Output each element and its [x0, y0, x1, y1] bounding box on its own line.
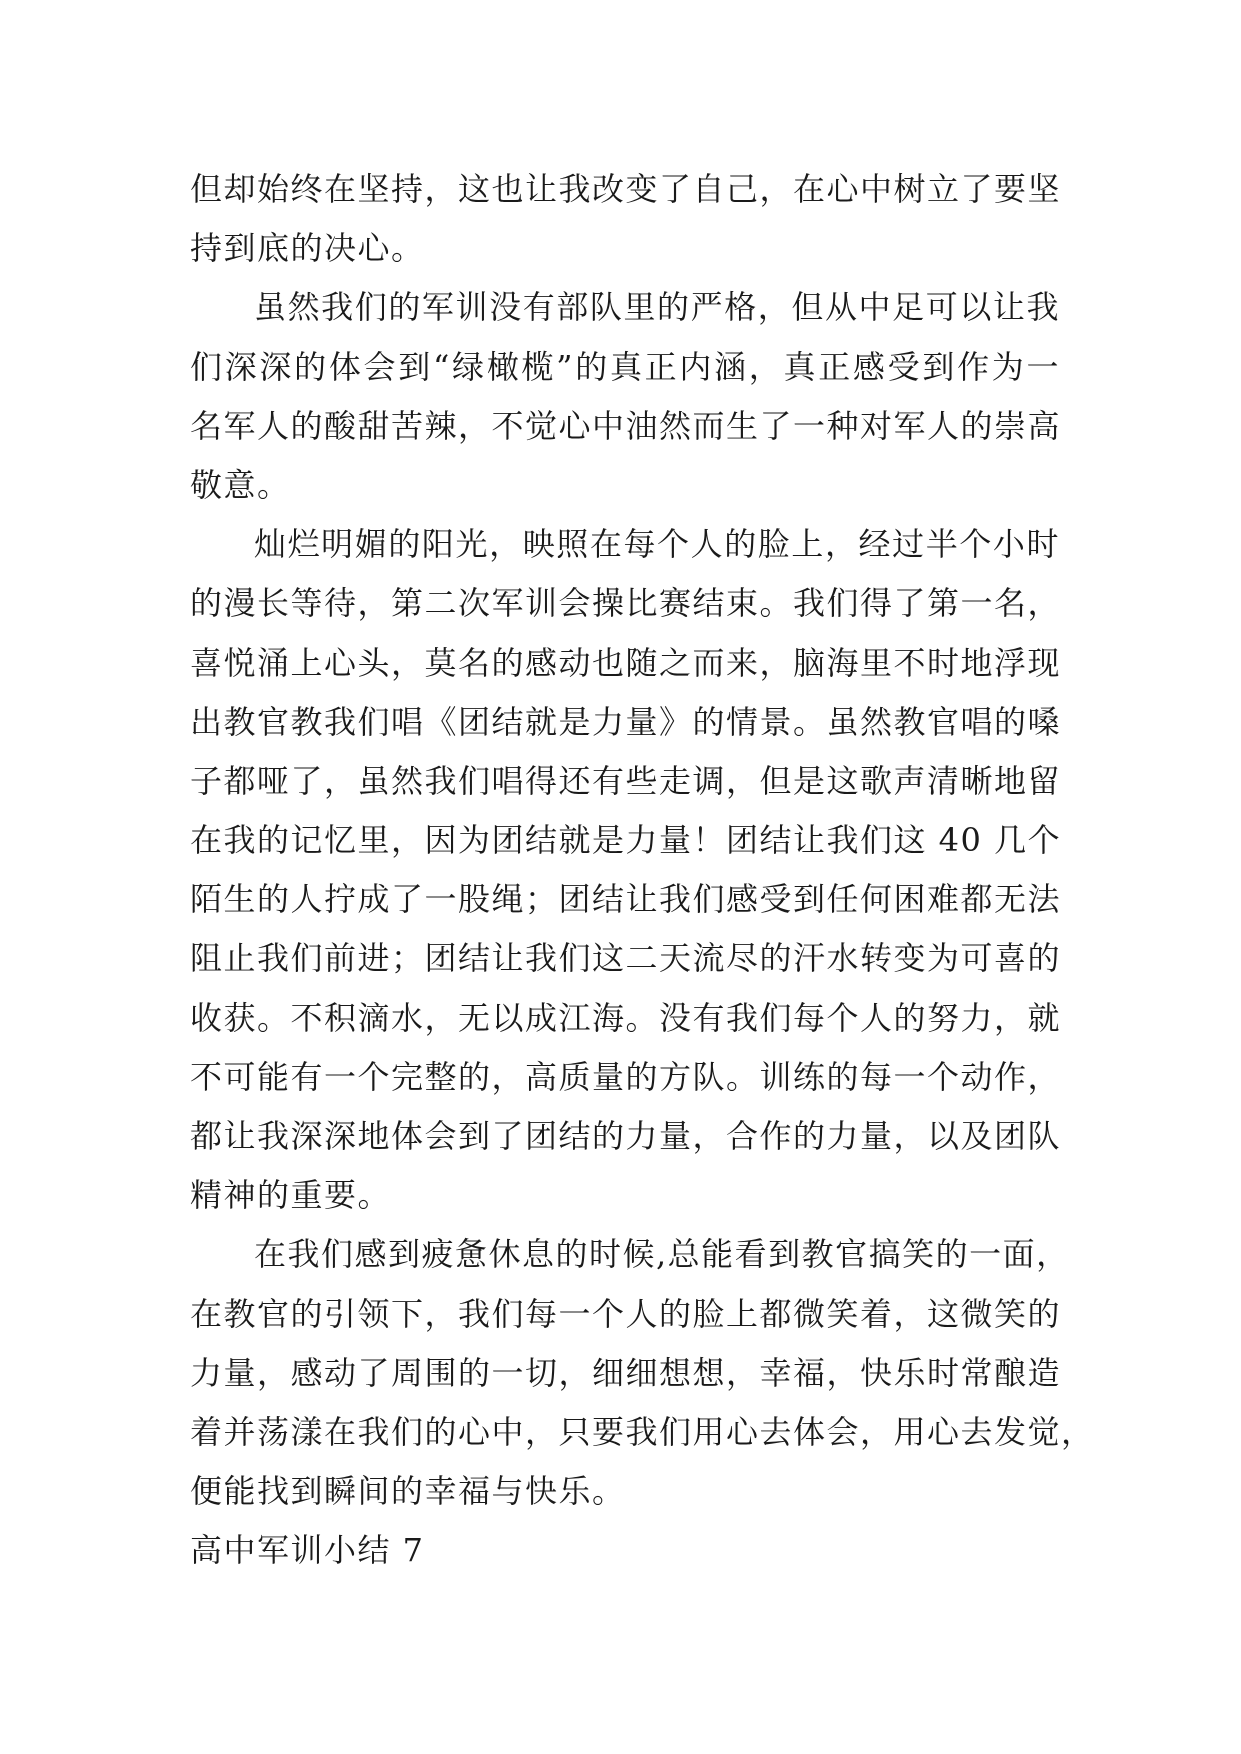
text-line: 在我的记忆里，因为团结就是力量！团结让我们这 40 几个	[190, 821, 1062, 860]
text-line: 着并荡漾在我们的心中，只要我们用心去体会，用心去发觉，	[190, 1412, 1095, 1451]
text-line: 陌生的人拧成了一股绳；团结让我们感受到任何困难都无法	[190, 880, 1062, 919]
text-line: 便能找到瞬间的幸福与快乐。	[190, 1472, 626, 1511]
text-line: 在教官的引领下，我们每一个人的脸上都微笑着，这微笑的	[190, 1294, 1062, 1333]
text-line: 出教官教我们唱《团结就是力量》的情景。虽然教官唱的嗓	[190, 702, 1062, 741]
body-text	[190, 160, 1095, 1581]
text-line: 的漫长等待，第二次军训会操比赛结束。我们得了第一名，	[190, 584, 1062, 623]
text-line: 阻止我们前进；团结让我们这二天流尽的汗水转变为可喜的	[190, 939, 1062, 978]
paragraph-first-line: 灿烂明媚的阳光，映照在每个人的脸上，经过半个小时	[254, 525, 1060, 564]
text-line: 子都哑了，虽然我们唱得还有些走调，但是这歌声清晰地留	[190, 761, 1062, 800]
text-line: 们深深的体会到“绿橄榄”的真正内涵，真正感受到作为一	[190, 347, 1060, 386]
text-line: 收获。不积滴水，无以成江海。没有我们每个人的努力，就	[190, 998, 1062, 1037]
text-line: 喜悦涌上心头，莫名的感动也随之而来，脑海里不时地浮现	[190, 643, 1062, 682]
text-line: 精神的重要。	[190, 1176, 392, 1215]
paragraph-first-line: 虽然我们的军训没有部队里的严格，但从中足可以让我	[254, 288, 1060, 327]
text-line: 名军人的酸甜苦辣，不觉心中油然而生了一种对军人的崇高	[190, 406, 1062, 445]
text-line: 都让我深深地体会到了团结的力量，合作的力量，以及团队	[190, 1117, 1062, 1155]
text-line: 力量，感动了周围的一切，细细想想，幸福，快乐时常酿造	[190, 1353, 1062, 1392]
text-line: 持到底的决心。	[190, 229, 425, 268]
text-line: 不可能有一个完整的，高质量的方队。训练的每一个动作，	[190, 1057, 1062, 1096]
text-line: 但却始终在坚持，这也让我改变了自己，在心中树立了要坚	[190, 170, 1062, 208]
text-line: 敬意。	[190, 465, 291, 504]
section-heading: 高中军训小结 7	[190, 1531, 425, 1570]
paragraph-first-line: 在我们感到疲惫休息的时候,总能看到教官搞笑的一面，	[254, 1235, 1070, 1274]
